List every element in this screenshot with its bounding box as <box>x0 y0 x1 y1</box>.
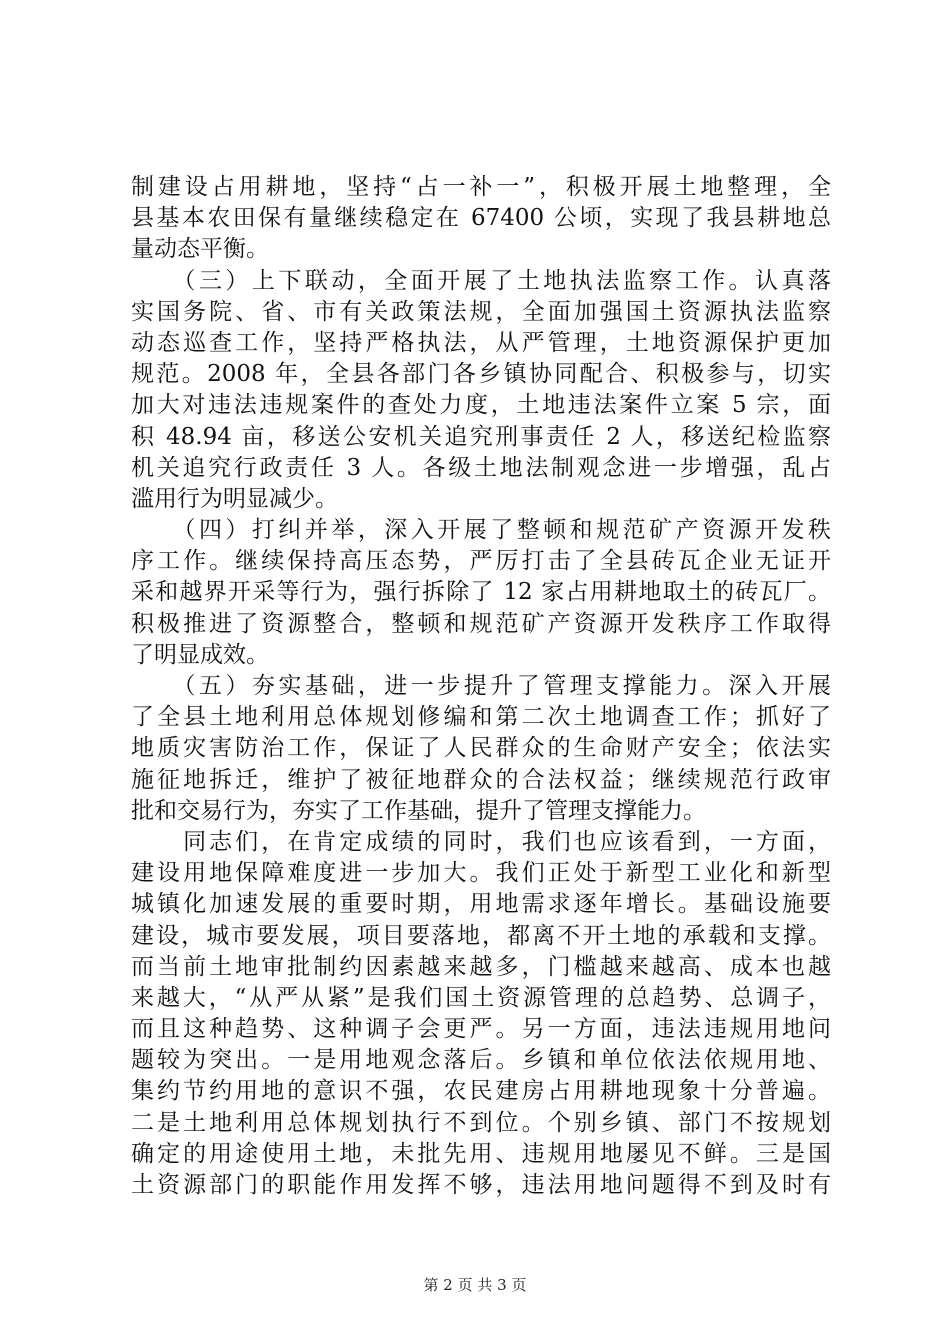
text-line: 量动态平衡。 <box>131 236 269 263</box>
text-line: 积 48.94 亩，移送公安机关追究刑事责任 2 人，移送纪检监察 <box>131 423 831 450</box>
text-line: 序工作。继续保持高压态势，严厉打击了全县砖瓦企业无证开 <box>131 548 831 575</box>
text-line: 城镇化加速发展的重要时期，用地需求逐年增长。基础设施要 <box>131 891 831 918</box>
text-line: 批和交易行为，夯实了工作基础，提升了管理支撑能力。 <box>131 797 706 824</box>
text-line: （五）夯实基础，进一步提升了管理支撑能力。深入开展 <box>131 673 831 699</box>
text-line: 机关追究行政责任 3 人。各级土地法制观念进一步增强，乱占 <box>131 454 831 481</box>
text-line: 来越大，“从严从紧”是我们国土资源管理的总趋势、总调子， <box>131 984 831 1011</box>
text-line: （四）打纠并举，深入开展了整顿和规范矿产资源开发秩 <box>131 517 831 544</box>
text-line: 建设用地保障难度进一步加大。我们正处于新型工业化和新型 <box>131 860 831 887</box>
page-number-footer: 第 2 页 共 3 页 <box>423 1276 527 1294</box>
document-body <box>131 172 831 1201</box>
text-line: 积极推进了资源整合，整顿和规范矿产资源开发秩序工作取得 <box>131 610 831 637</box>
text-line: 动态巡查工作，坚持严格执法，从严管理，土地资源保护更加 <box>131 329 831 356</box>
text-line: 而当前土地审批制约因素越来越多，门槛越来越高、成本也越 <box>131 953 831 980</box>
text-line: 了明显成效。 <box>131 641 269 668</box>
text-line: 了全县土地利用总体规划修编和第二次土地调查工作；抓好了 <box>131 704 831 731</box>
text-line: 规范。2008 年，全县各部门各乡镇协同配合、积极参与，切实 <box>131 361 831 388</box>
text-line: 制建设占用耕地，坚持“占一补一”，积极开展土地整理，全 <box>131 174 831 200</box>
text-line: 集约节约用地的意识不强，农民建房占用耕地现象十分普遍。 <box>131 1078 831 1105</box>
text-line: 而且这种趋势、这种调子会更严。另一方面，违法违规用地问 <box>131 1016 831 1043</box>
text-line: 确定的用途使用土地，未批先用、违规用地屡见不鲜。三是国 <box>131 1140 831 1167</box>
text-line: 同志们，在肯定成绩的同时，我们也应该看到，一方面， <box>131 828 831 855</box>
text-line: 土资源部门的职能作用发挥不够，违法用地问题得不到及时有 <box>131 1172 831 1198</box>
text-line: 二是土地利用总体规划执行不到位。个别乡镇、部门不按规划 <box>131 1109 831 1136</box>
text-line: 实国务院、省、市有关政策法规，全面加强国土资源执法监察 <box>131 298 831 325</box>
text-line: 建设，城市要发展，项目要落地，都离不开土地的承载和支撑。 <box>131 922 831 949</box>
text-line: 施征地拆迁，维护了被征地群众的合法权益；继续规范行政审 <box>131 766 831 793</box>
text-line: 县基本农田保有量继续稳定在 67400 公顷，实现了我县耕地总 <box>131 205 831 232</box>
text-line: （三）上下联动，全面开展了土地执法监察工作。认真落 <box>131 267 831 294</box>
text-line: 采和越界开采等行为，强行拆除了 12 家占用耕地取土的砖瓦厂。 <box>131 579 831 606</box>
text-line: 加大对违法违规案件的查处力度，土地违法案件立案 5 宗，面 <box>131 392 831 419</box>
text-line: 题较为突出。一是用地观念落后。乡镇和单位依法依规用地、 <box>131 1047 831 1074</box>
text-line: 地质灾害防治工作，保证了人民群众的生命财产安全；依法实 <box>131 735 831 762</box>
text-line: 滥用行为明显减少。 <box>131 485 338 512</box>
